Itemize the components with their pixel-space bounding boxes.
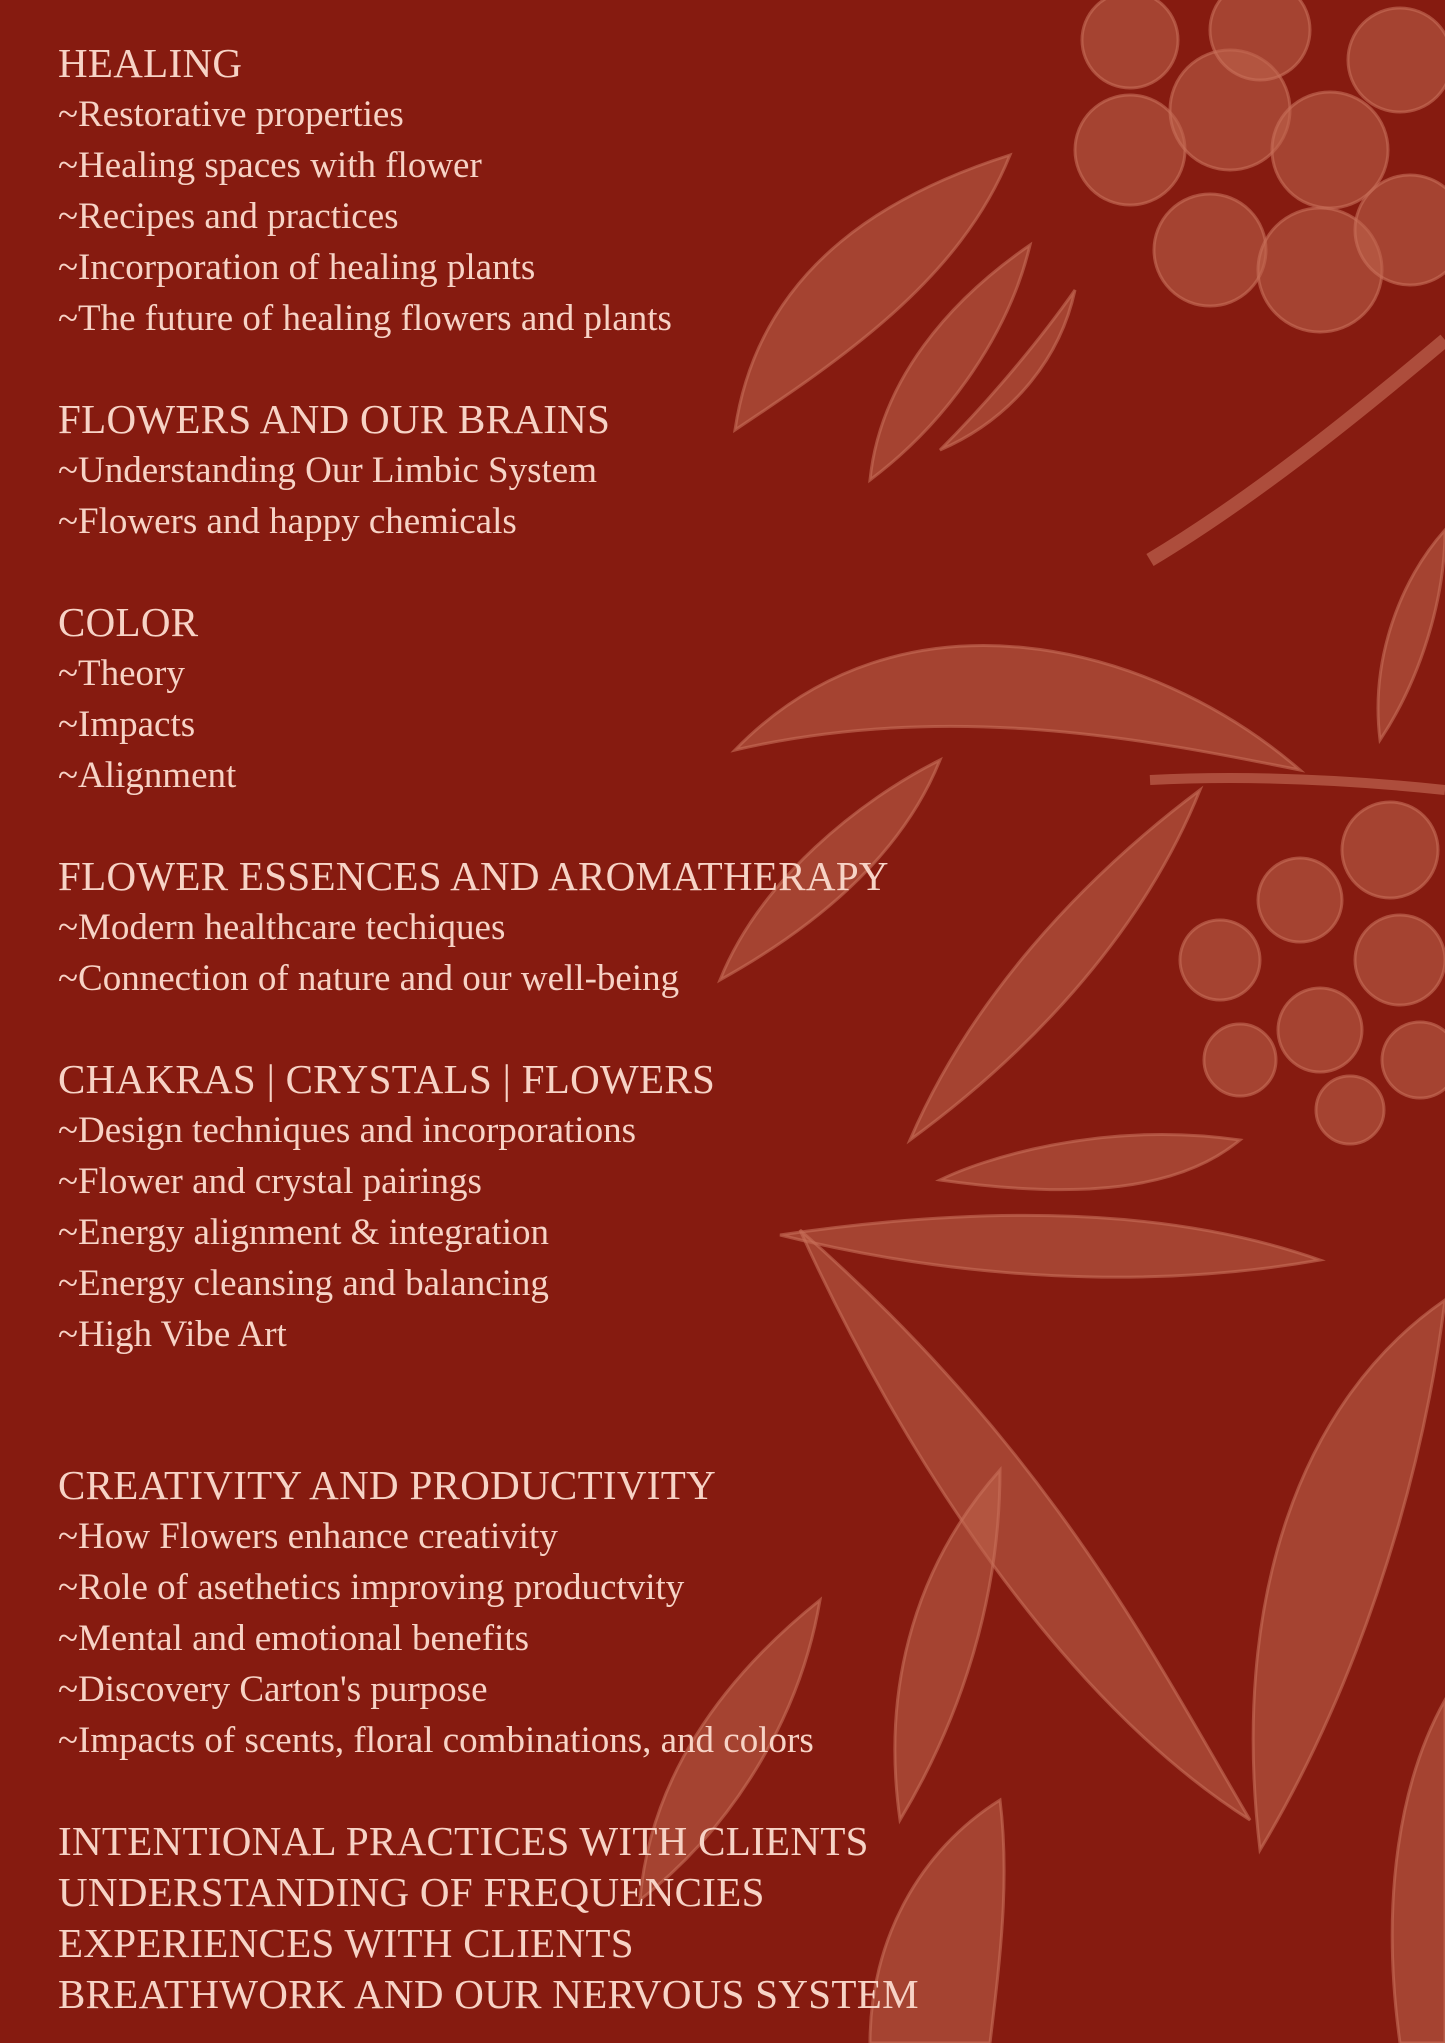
list-item: ~How Flowers enhance creativity [58, 1516, 558, 1557]
list-item: ~Design techniques and incorporations [58, 1110, 636, 1151]
section-heading: HEALING [58, 40, 243, 86]
section-flower-essences [58, 851, 1158, 1004]
list-item: ~Understanding Our Limbic System [58, 450, 597, 491]
list-item: ~Connection of nature and our well-being [58, 958, 680, 999]
outline-content [58, 38, 1158, 2020]
list-item: ~Impacts [58, 704, 196, 745]
list-item: ~Incorporation of healing plants [58, 247, 536, 288]
list-item: ~Alignment [58, 755, 237, 796]
list-item: ~Discovery Carton's purpose [58, 1669, 488, 1710]
section-heading: FLOWER ESSENCES AND AROMATHERAPY [58, 853, 889, 899]
closing-heading: EXPERIENCES WITH CLIENTS [58, 1920, 634, 1966]
list-item: ~Flowers and happy chemicals [58, 501, 517, 542]
berry-cluster-middle-icon [1180, 802, 1445, 1144]
section-heading: CHAKRAS | CRYSTALS | FLOWERS [58, 1056, 716, 1102]
list-item: ~Energy cleansing and balancing [58, 1263, 549, 1304]
section-items [58, 902, 1158, 1004]
section-items [58, 1511, 1158, 1766]
section-heading: FLOWERS AND OUR BRAINS [58, 396, 611, 442]
section-heading: COLOR [58, 599, 199, 645]
section-color [58, 597, 1158, 801]
section-heading: CREATIVITY AND PRODUCTIVITY [58, 1462, 716, 1508]
section-items [58, 445, 1158, 547]
list-item: ~Flower and crystal pairings [58, 1161, 482, 1202]
section-items [58, 648, 1158, 801]
list-item: ~The future of healing flowers and plants [58, 298, 672, 339]
section-healing [58, 38, 1158, 344]
section-items [58, 1105, 1158, 1360]
list-item: ~Energy alignment & integration [58, 1212, 549, 1253]
list-item: ~Recipes and practices [58, 196, 399, 237]
list-item: ~Modern healthcare techiques [58, 907, 506, 948]
section-creativity [58, 1460, 1158, 1766]
list-item: ~Impacts of scents, floral combinations, and colors [58, 1720, 814, 1761]
list-item: ~Healing spaces with flower [58, 145, 482, 186]
section-closing-topics [58, 1816, 1158, 2020]
section-items [58, 89, 1158, 344]
list-item: ~Theory [58, 653, 185, 694]
section-flowers-and-brains [58, 394, 1158, 547]
section-chakras [58, 1054, 1158, 1360]
list-item: ~High Vibe Art [58, 1314, 287, 1355]
closing-heading: UNDERSTANDING OF FREQUENCIES [58, 1869, 765, 1915]
list-item: ~Mental and emotional benefits [58, 1618, 530, 1659]
closing-heading: BREATHWORK AND OUR NERVOUS SYSTEM [58, 1971, 919, 2017]
list-item: ~Role of asethetics improving productvity [58, 1567, 685, 1608]
list-item: ~Restorative properties [58, 94, 404, 135]
closing-heading: INTENTIONAL PRACTICES WITH CLIENTS [58, 1818, 869, 1864]
